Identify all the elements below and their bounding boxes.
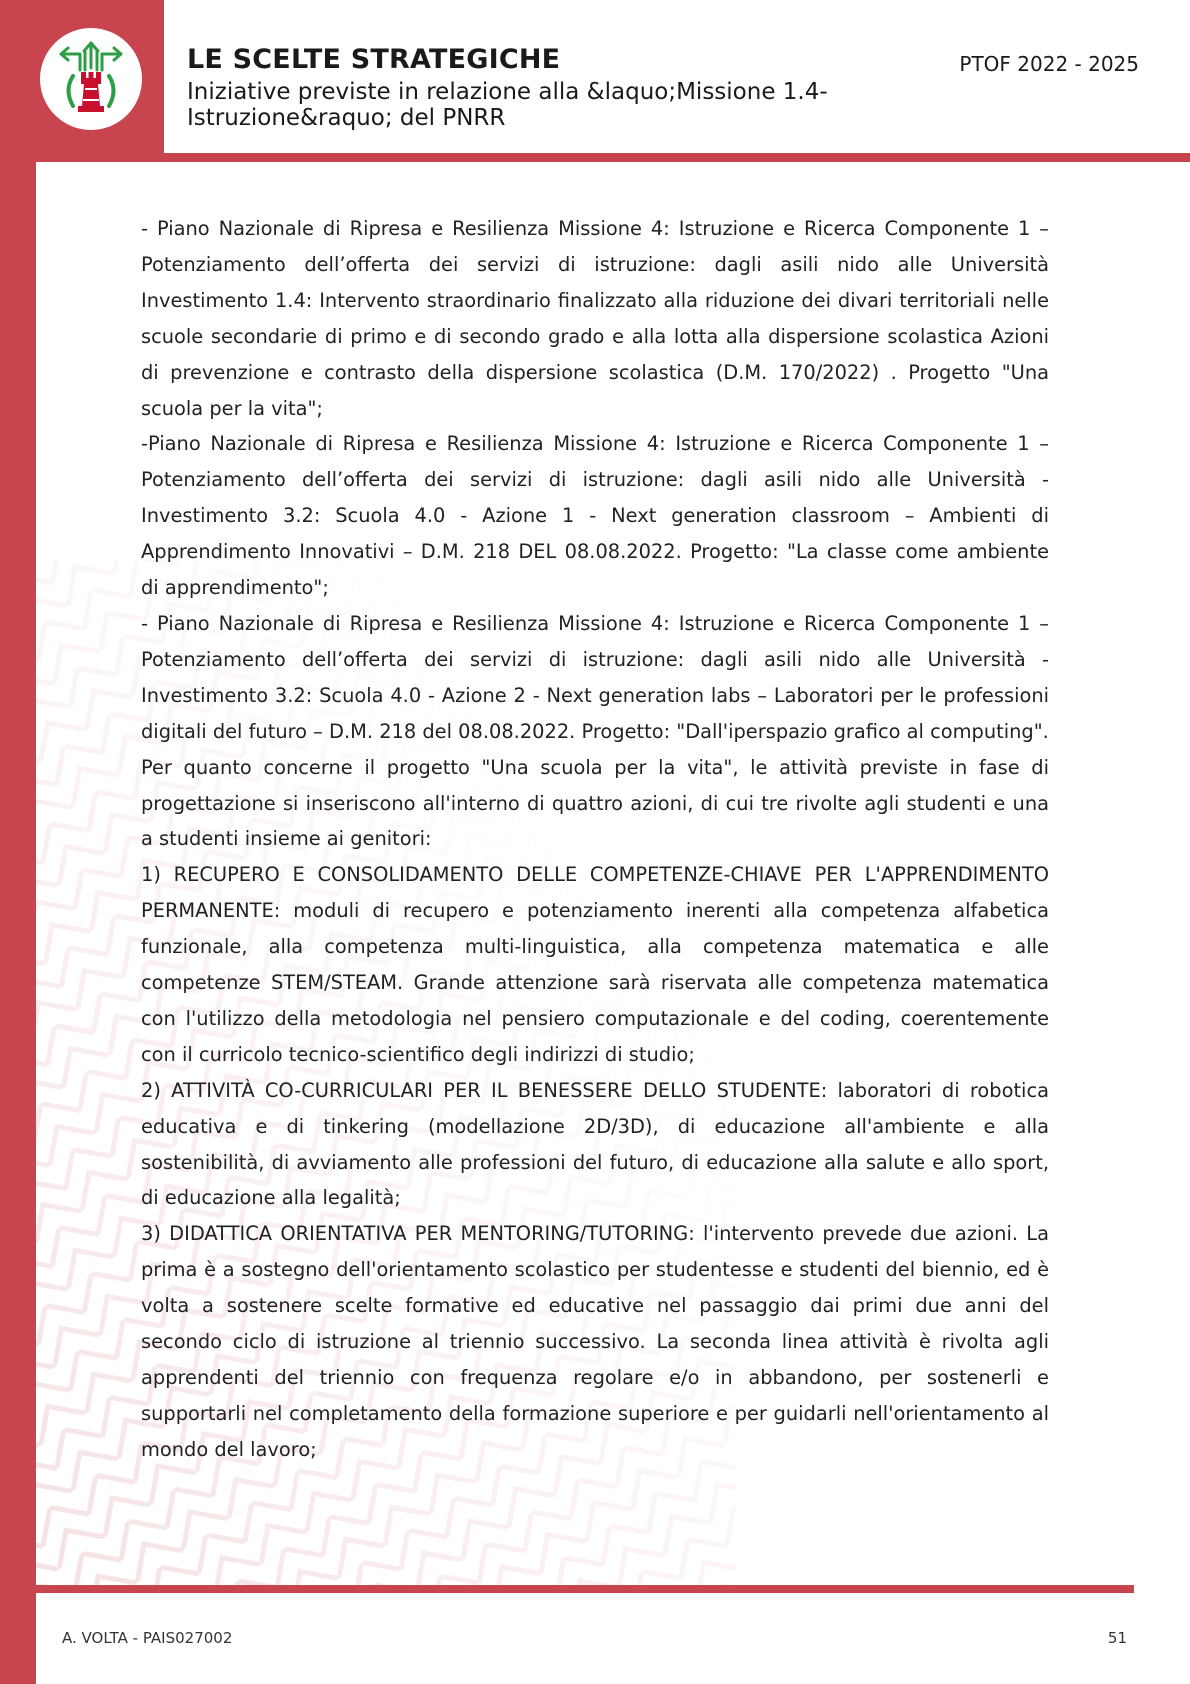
paragraph-pnrr-1-4: - Piano Nazionale di Ripresa e Resilienza Missione 4: Istruzione e Ricerca Componente 1 – Potenziamento dell’offerta dei servizi di istruzione: dagli asili nido alle Università Investimento 1.4: Intervento straordinario finalizzato alla riduzione dei divari territoriali nelle scuole secondarie di primo e di secondo grado e alla lotta alla dispersione scolastica Azioni di prevenzione e contrasto della dispersione scolastica (D.M. 170/2022) . Progetto "Una scuola per la vita"; bbox=[141, 217, 1049, 420]
school-tower-logo-icon bbox=[40, 28, 142, 130]
page-title: LE SCELTE STRATEGICHE bbox=[187, 44, 561, 75]
paragraph-pnrr-3-2-azione-1: -Piano Nazionale di Ripresa e Resilienza Missione 4: Istruzione e Ricerca Componente 1 – Potenziamento dell’offerta dei servizi di istruzione: dagli asili nido alle Università - Investimento 3.2: Scuola 4.0 - Azione 1 - Next generation classroom – Ambienti di Apprendimento Innovativi – D.M. 218 DEL 08.08.2022. Progetto: "La classe come ambiente di apprendimento"; bbox=[141, 432, 1049, 600]
page-number: 51 bbox=[1107, 1629, 1127, 1647]
header-rule bbox=[36, 153, 1190, 162]
page-subtitle: Iniziative previste in relazione alla &laquo;Missione 1.4-Istruzione&raquo; del PNRR bbox=[187, 79, 828, 131]
paragraph-azione-co-curriculari: 2) ATTIVITÀ CO-CURRICULARI PER IL BENESSERE DELLO STUDENTE: laboratori di robotica educativa e di tinkering (modellazione 2D/3D), di educazione all'ambiente e alla sostenibilità, di avviamento alle professioni del futuro, di educazione alla salute e allo sport, di educazione alla legalità; bbox=[141, 1078, 1049, 1210]
paragraph-progetto-intro: Per quanto concerne il progetto "Una scuola per la vita", le attività previste in fase di progettazione si inseriscono all'interno di quattro azioni, di cui tre rivolte agli studenti e una a studenti insieme ai genitori: bbox=[141, 755, 1049, 851]
footer-rule bbox=[36, 1585, 1134, 1593]
paragraph-pnrr-3-2-azione-2: - Piano Nazionale di Ripresa e Resilienza Missione 4: Istruzione e Ricerca Componente 1 – Potenziamento dell’offerta dei servizi di istruzione: dagli asili nido alle Università - Investimento 3.2: Scuola 4.0 - Azione 2 - Next generation labs – Laboratori per le professioni digitali del futuro – D.M. 218 del 08.08.2022. Progetto: "Dall'iperspazio grafico al computing". bbox=[141, 611, 1049, 743]
body-text bbox=[141, 211, 1049, 1468]
document-label: PTOF 2022 - 2025 bbox=[959, 52, 1139, 76]
left-accent-band bbox=[0, 0, 36, 1684]
logo-panel bbox=[0, 0, 164, 158]
footer-school-code: A. VOLTA - PAIS027002 bbox=[62, 1629, 233, 1647]
paragraph-azione-recupero: 1) RECUPERO E CONSOLIDAMENTO DELLE COMPETENZE-CHIAVE PER L'APPRENDIMENTO PERMANENTE: moduli di recupero e potenziamento inerenti alla competenza alfabetica funzionale, alla competenza multi-linguistica, alla competenza matematica e alle competenze STEM/STEAM. Grande attenzione sarà riservata alle competenza matematica con l'utilizzo della metodologia nel pensiero computazionale e del coding, coerentemente con il curricolo tecnico-scientifico degli indirizzi di studio; bbox=[141, 863, 1049, 1066]
paragraph-azione-didattica-orientativa: 3) DIDATTICA ORIENTATIVA PER MENTORING/TUTORING: l'intervento prevede due azioni. La prima è a sostegno dell'orientamento scolastico per studentesse e studenti del biennio, ed è volta a sostenere scelte formative ed educative nel passaggio dai primi due anni del secondo ciclo di istruzione al triennio successivo. La seconda linea attività è rivolta agli apprendenti del triennio con frequenza regolare e/o in abbandono, per sostenerli e supportarli nel completamento della formazione superiore e per guidarli nell'orientamento al mondo del lavoro; bbox=[141, 1222, 1049, 1461]
